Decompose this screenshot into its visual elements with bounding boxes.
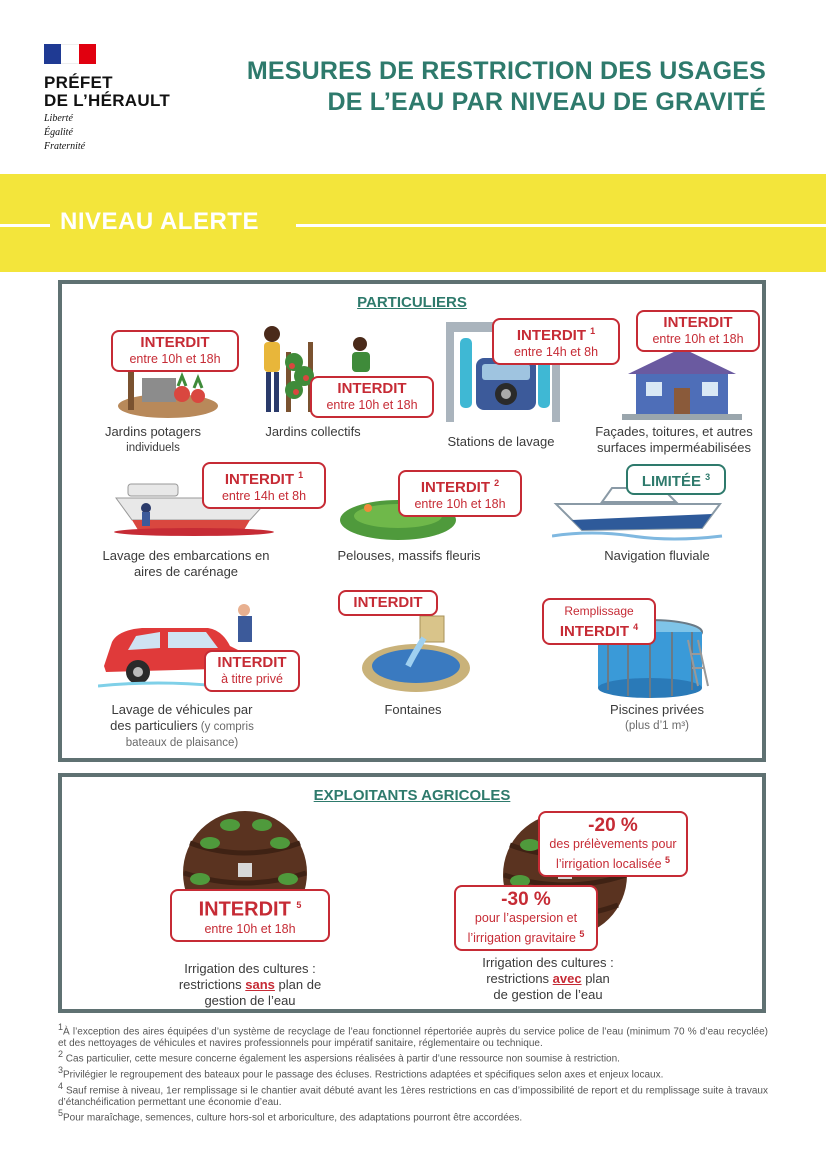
caption-embarcations: Lavage des embarcations en aires de carénage <box>102 548 270 579</box>
page-title <box>247 56 766 118</box>
badge-aspersion-gravitaire: -30 % pour l’aspersion et l’irrigation gravitaire $^5$ <box>454 885 598 951</box>
footnote-1: $^1$À l’exception des aires équipées d’un système de recyclage de l’eau fonctionnel répertoriée auprès du service police de l’eau (minimum 70 % d’eau recyclée) et des nettoyages de véhicules et navires professionnels pour impératif sanitaire, réglementaire ou technique. <box>58 1022 768 1049</box>
caption-pelouses: Pelouses, massifs fleuris <box>337 548 481 563</box>
level-title: NIVEAU ALERTE <box>60 208 259 235</box>
badge-irrigation-localisee: -20 % des prélèvements pour l’irrigation localisée $^5$ <box>538 811 688 877</box>
title-line-2: DE L’EAU PAR NIVEAU DE GRAVITÉ <box>327 88 766 116</box>
band-line-left <box>0 224 50 227</box>
badge-jardins-collectifs: INTERDIT entre 10h et 18h <box>310 376 434 418</box>
badge-embarcations: INTERDIT $^1$ entre 14h et 8h <box>202 462 326 509</box>
fountain-icon <box>358 610 474 696</box>
footnotes <box>58 1022 768 1124</box>
prefecture-logo <box>44 44 194 152</box>
devise-egalite: Égalité <box>44 127 73 138</box>
caption-navigation: Navigation fluviale <box>604 548 710 563</box>
badge-facades: INTERDIT entre 10h et 18h <box>636 310 760 352</box>
logo-line-1: PRÉFET <box>44 73 113 92</box>
agricoles-panel <box>58 773 766 1013</box>
badge-navigation: LIMITÉE $^3$ <box>626 464 726 495</box>
title-line-1: MESURES DE RESTRICTION DES USAGES <box>246 57 766 85</box>
caption-irrigation-sans-plan: Irrigation des cultures : restrictions sans plan de gestion de l’eau <box>178 961 322 1008</box>
caption-jardins-potagers: Jardins potagers individuels <box>104 424 202 454</box>
devise-liberte: Liberté <box>44 113 73 124</box>
badge-stations-lavage: INTERDIT $^1$ entre 14h et 8h <box>492 318 620 365</box>
badge-pelouses: INTERDIT $^2$ entre 10h et 18h <box>398 470 522 517</box>
footnote-3: $^3$Privilégier le regroupement des bateaux pour le passage des écluses. Restrictions adaptées et spécifiques selon axes et enjeux locaux. <box>58 1065 664 1081</box>
caption-irrigation-avec-plan: Irrigation des cultures : restrictions avec plan de gestion de l’eau <box>482 955 614 1002</box>
badge-fontaines: INTERDIT <box>338 590 438 616</box>
caption-stations-lavage: Stations de lavage <box>447 434 555 449</box>
badge-piscines: Remplissage INTERDIT $^4$ <box>542 598 656 645</box>
marianne-flag-icon <box>44 44 96 64</box>
particuliers-title: PARTICULIERS <box>357 294 467 311</box>
agricoles-title: EXPLOITANTS AGRICOLES <box>313 787 511 804</box>
band-line-right <box>296 224 826 227</box>
particuliers-panel <box>58 280 766 762</box>
logo-line-2: DE L’HÉRAULT <box>44 91 171 110</box>
footnote-4: $^4$ Sauf remise à niveau, 1er remplissage si le chantier avait débuté avant les 1ères restrictions en cas d’impossibilité de report et du remplissage suite à travaux d’étanchéification permettant une économie d’eau. <box>58 1080 768 1108</box>
caption-fontaines: Fontaines <box>384 702 442 717</box>
footnote-5: $^5$Pour maraîchage, semences, culture hors-sol et arboriculture, des adaptations pourront être accordées. <box>58 1108 523 1124</box>
badge-vehicules: INTERDIT à titre privé <box>204 650 300 692</box>
caption-facades: Façades, toitures, et autres surfaces imperméabilisées <box>595 424 753 455</box>
house-facade-icon <box>622 344 742 420</box>
caption-vehicules: Lavage de véhicules par des particuliers (y compris bateaux de plaisance) <box>110 702 254 749</box>
caption-piscines: Piscines privées (plus d’1 m³) <box>610 702 704 732</box>
devise-fraternite: Fraternité <box>44 141 86 152</box>
badge-jardins-potagers: INTERDIT entre 10h et 18h <box>111 330 239 372</box>
caption-jardins-collectifs: Jardins collectifs <box>265 424 361 439</box>
badge-irrigation-sans-plan: INTERDIT $^5$ entre 10h et 18h <box>170 889 330 942</box>
footnote-2: $^2$ Cas particulier, cette mesure concerne également les aspersions réalisées à partir d’une ressource non soumise à restriction. <box>58 1049 620 1065</box>
